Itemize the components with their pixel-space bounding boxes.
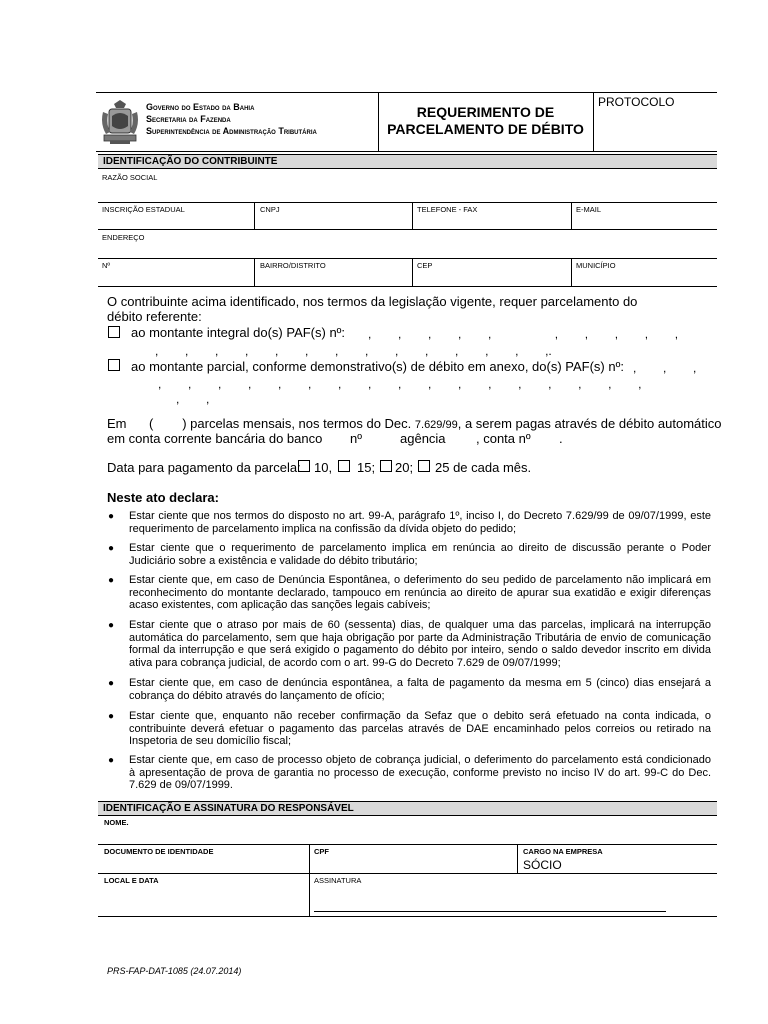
row4-bottom-line — [98, 286, 717, 287]
section-responsavel: IDENTIFICAÇÃO E ASSINATURA DO RESPONSÁVEL — [98, 801, 717, 816]
header-top-border — [96, 92, 717, 93]
parcelas-rest: , a serem pagas através de débito automático — [457, 416, 722, 431]
paf-list-2b: , , , , , , , , , , , , , , , , , — [158, 377, 642, 391]
row4-divider-3 — [571, 258, 572, 286]
bairro-label: BAIRRO/DISTRITO — [260, 261, 326, 270]
telefone-label: TELEFONE - FAX — [417, 205, 478, 214]
declara-item-2: Estar ciente que o requerimento de parcelamento implica em renúncia ao direito de discussão perante o Poder Judiciário sobre a existência e validade do débito tributário; — [129, 542, 711, 567]
option-montante-integral: ao montante integral do(s) PAF(s) nº: — [131, 325, 346, 340]
option-montante-parcial: ao montante parcial, conforme demonstrativo(s) de débito em anexo, do(s) PAF(s) nº: — [131, 359, 624, 374]
day-15-label: 15; — [357, 460, 376, 475]
cnpj-label: CNPJ — [260, 205, 280, 214]
data-pagamento-label: Data para pagamento da parcela: — [107, 460, 301, 475]
day-25-label: 25 de cada mês. — [435, 460, 532, 475]
agencia-label: agência — [400, 431, 446, 446]
gov-line-3: Superintendência de Administração Tributária — [146, 126, 317, 136]
row2-divider-1 — [254, 202, 255, 229]
declara-item-3: Estar ciente que, em caso de Denúncia Espontânea, o deferimento do seu pedido de parcelamento não implicará em reconhecimento do montante declarado, tampouco em renúncia ao direito de apurar sua exatidão e exigir diferenças acaso existentes, com aplicação das sanções legais cabíveis; — [129, 574, 711, 611]
conta-label: , conta nº — [476, 431, 531, 446]
bullet-3: ● — [108, 575, 115, 586]
endereco-line — [98, 258, 717, 259]
cargo-value: SÓCIO — [523, 858, 562, 872]
resp-divider-1 — [309, 844, 310, 916]
checkbox-montante-integral[interactable] — [108, 326, 120, 338]
declara-item-6: Estar ciente que, enquanto não receber confirmação da Sefaz que o debito será efetuado na conta indicada, o contribuinte deverá efetuar o pagamento das parcelas através de DAE encaminhado pelos correios ou retirado na Inspetoria de seu domicílio fiscal; — [129, 710, 711, 747]
request-intro: O contribuinte acima identificado, nos termos da legislação vigente, requer parcelamento do débito referente: — [107, 294, 638, 324]
conta-line: em conta corrente bancária do banco — [107, 431, 323, 446]
bullet-4: ● — [108, 620, 115, 631]
bullet-6: ● — [108, 711, 115, 722]
bullet-7: ● — [108, 755, 115, 766]
declara-item-4: Estar ciente que o atraso por mais de 60 (sessenta) dias, de qualquer uma das parcelas, implicará na interrupção automática do parcelamento, sem que haja obrigação por parte da Administração Tributária de envio de comunicação formal da interrupção e que será exigido o pagamento do débito por inteiro, sendo o saldo devedor inscrito em divida ativa para cobrança judicial, de acordo com o art. 99-G do Decreto 7.629 de 09/07/1999; — [129, 619, 711, 669]
bullet-5: ● — [108, 678, 115, 689]
municipio-label: MUNICÍPIO — [576, 261, 616, 270]
paf-list-2a: , , , — [633, 361, 697, 375]
row2-bottom-line — [98, 229, 717, 230]
signature-line[interactable] — [314, 911, 666, 912]
nome-line — [98, 844, 717, 845]
row4-divider-2 — [412, 258, 413, 286]
resp-bottom-line — [98, 916, 717, 917]
numero-label: Nº — [102, 261, 111, 270]
em-label: Em — [107, 416, 127, 431]
razao-social-label: RAZÃO SOCIAL — [102, 173, 158, 182]
nome-label: NOME. — [104, 818, 129, 827]
declara-title: Neste ato declara: — [107, 490, 219, 505]
header-divider-2 — [593, 92, 594, 151]
declara-item-7: Estar ciente que, em caso de processo objeto de cobrança judicial, o deferimento do parcelamento está condicionado à apresentação de prova de garantia no processo de execução, conforme previsto no inciso IV do art. 99-C do Dec. 7.629 de 09/07/1999. — [129, 754, 711, 791]
checkbox-day-15[interactable] — [338, 460, 350, 472]
checkbox-day-20[interactable] — [380, 460, 392, 472]
declara-item-1: Estar ciente que nos termos do disposto no art. 99-A, parágrafo 1º, inciso I, do Decreto 7.629/99 de 09/07/1999, este requerimento de parcelamento implica na confissão da dívida objeto do pedido; — [129, 510, 711, 535]
row2-divider-3 — [571, 202, 572, 229]
checkbox-montante-parcial[interactable] — [108, 359, 120, 371]
resp-row-line — [98, 873, 717, 874]
paf-list-1b: , , , , , , , , , , , , , ,. — [155, 344, 552, 358]
form-title-line-1: REQUERIMENTO DE — [416, 104, 555, 120]
day-10-label: 10, — [314, 460, 333, 475]
header-bottom-border — [96, 151, 717, 152]
decree-number: 7.629/99 — [414, 419, 458, 431]
razao-social-line — [98, 202, 717, 203]
form-code: PRS-FAP-DAT-1085 (24.07.2014) — [107, 966, 242, 976]
row2-divider-2 — [412, 202, 413, 229]
declara-item-5: Estar ciente que, em caso de denúncia espontânea, a falta de pagamento da mesma em 5 (cinco) dias ensejará a cobrança do débito através do lançamento de ofício; — [129, 677, 711, 702]
endereco-label: ENDEREÇO — [102, 233, 145, 242]
protocolo-label: PROTOCOLO — [598, 95, 675, 109]
bahia-coat-of-arms-logo — [100, 98, 140, 146]
day-20-label: 20; — [395, 460, 414, 475]
documento-label: DOCUMENTO DE IDENTIDADE — [104, 847, 214, 856]
checkbox-day-25[interactable] — [418, 460, 430, 472]
local-data-label: LOCAL E DATA — [104, 876, 159, 885]
cep-label: CEP — [417, 261, 433, 270]
banco-numero-label: nº — [350, 431, 362, 446]
parcelas-label: ( ) parcelas mensais, nos termos do Dec. — [149, 416, 412, 431]
gov-line-1: Governo do Estado da Bahia — [146, 102, 255, 112]
conta-end-dot: . — [559, 431, 563, 446]
gov-line-2: Secretaria da Fazenda — [146, 114, 231, 124]
cargo-label: CARGO NA EMPRESA — [523, 847, 603, 856]
form-title-line-2: PARCELAMENTO DE DÉBITO — [387, 121, 584, 137]
inscricao-label: INSCRIÇÃO ESTADUAL — [102, 205, 185, 214]
bullet-1: ● — [108, 511, 115, 522]
paf-list-1a: , , , , , , , , , , — [368, 327, 679, 341]
row4-divider-1 — [254, 258, 255, 286]
email-label: E-MAIL — [576, 205, 602, 214]
cpf-label: CPF — [314, 847, 329, 856]
resp-divider-2 — [517, 844, 518, 873]
checkbox-day-10[interactable] — [298, 460, 310, 472]
section-contribuinte: IDENTIFICAÇÃO DO CONTRIBUINTE — [98, 154, 717, 169]
assinatura-label: ASSINATURA — [314, 876, 362, 885]
paf-list-2c: , , — [176, 392, 210, 406]
bullet-2: ● — [108, 543, 115, 554]
